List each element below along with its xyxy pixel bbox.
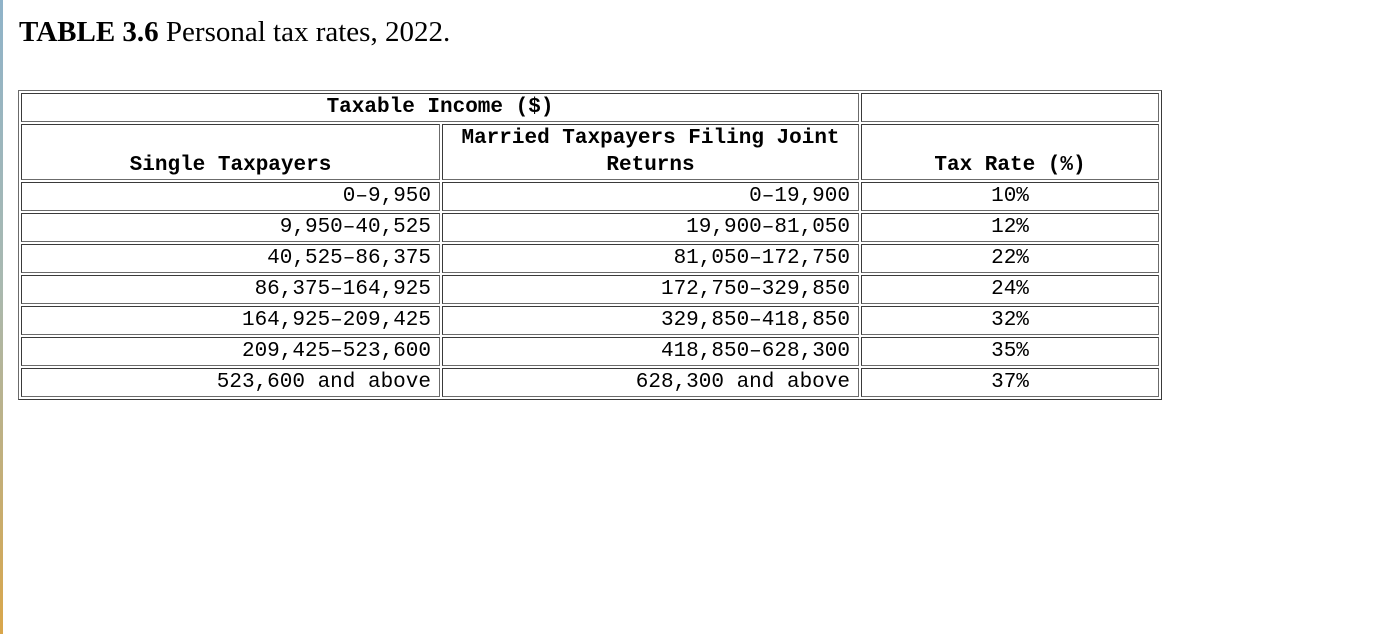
taxable-income-header: Taxable Income ($): [21, 93, 859, 122]
married-income-cell: 19,900–81,050: [442, 213, 859, 242]
single-income-cell: 86,375–164,925: [21, 275, 440, 304]
married-income-cell: 329,850–418,850: [442, 306, 859, 335]
married-income-cell: 81,050–172,750: [442, 244, 859, 273]
tax-rate-cell: 35%: [861, 337, 1159, 366]
table-caption: [19, 16, 450, 49]
single-income-cell: 164,925–209,425: [21, 306, 440, 335]
single-income-cell: 0–9,950: [21, 182, 440, 211]
married-income-cell: 628,300 and above: [442, 368, 859, 397]
table-row: [21, 306, 1159, 335]
tax-rate-header: Tax Rate (%): [861, 124, 1159, 180]
table-row: [21, 337, 1159, 366]
single-income-cell: 523,600 and above: [21, 368, 440, 397]
table-row: [21, 244, 1159, 273]
single-income-cell: 40,525–86,375: [21, 244, 440, 273]
tax-rate-cell: 12%: [861, 213, 1159, 242]
married-income-cell: 0–19,900: [442, 182, 859, 211]
tax-rate-cell: 22%: [861, 244, 1159, 273]
single-income-cell: 9,950–40,525: [21, 213, 440, 242]
table-body: [21, 182, 1159, 397]
table-row: [21, 275, 1159, 304]
married-income-cell: 172,750–329,850: [442, 275, 859, 304]
table-caption-label: TABLE 3.6: [19, 16, 159, 48]
single-income-cell: 209,425–523,600: [21, 337, 440, 366]
tax-rates-table: [18, 90, 1162, 400]
tax-rate-cell: 10%: [861, 182, 1159, 211]
table-column-header-row: [21, 124, 1159, 180]
table-row: [21, 213, 1159, 242]
single-taxpayers-header: Single Taxpayers: [21, 124, 440, 180]
window-left-edge: [0, 0, 3, 634]
tax-rate-cell: 24%: [861, 275, 1159, 304]
table-caption-title: Personal tax rates, 2022.: [158, 16, 451, 48]
table-group-header-row: [21, 93, 1159, 122]
table-row: [21, 182, 1159, 211]
married-taxpayers-header-text: Married Taxpayers Filing Joint Returns: [461, 127, 840, 177]
married-income-cell: 418,850–628,300: [442, 337, 859, 366]
tax-rate-cell: 32%: [861, 306, 1159, 335]
empty-header-cell: [861, 93, 1159, 122]
table-row: [21, 368, 1159, 397]
tax-rate-cell: 37%: [861, 368, 1159, 397]
married-taxpayers-header: [442, 124, 859, 180]
